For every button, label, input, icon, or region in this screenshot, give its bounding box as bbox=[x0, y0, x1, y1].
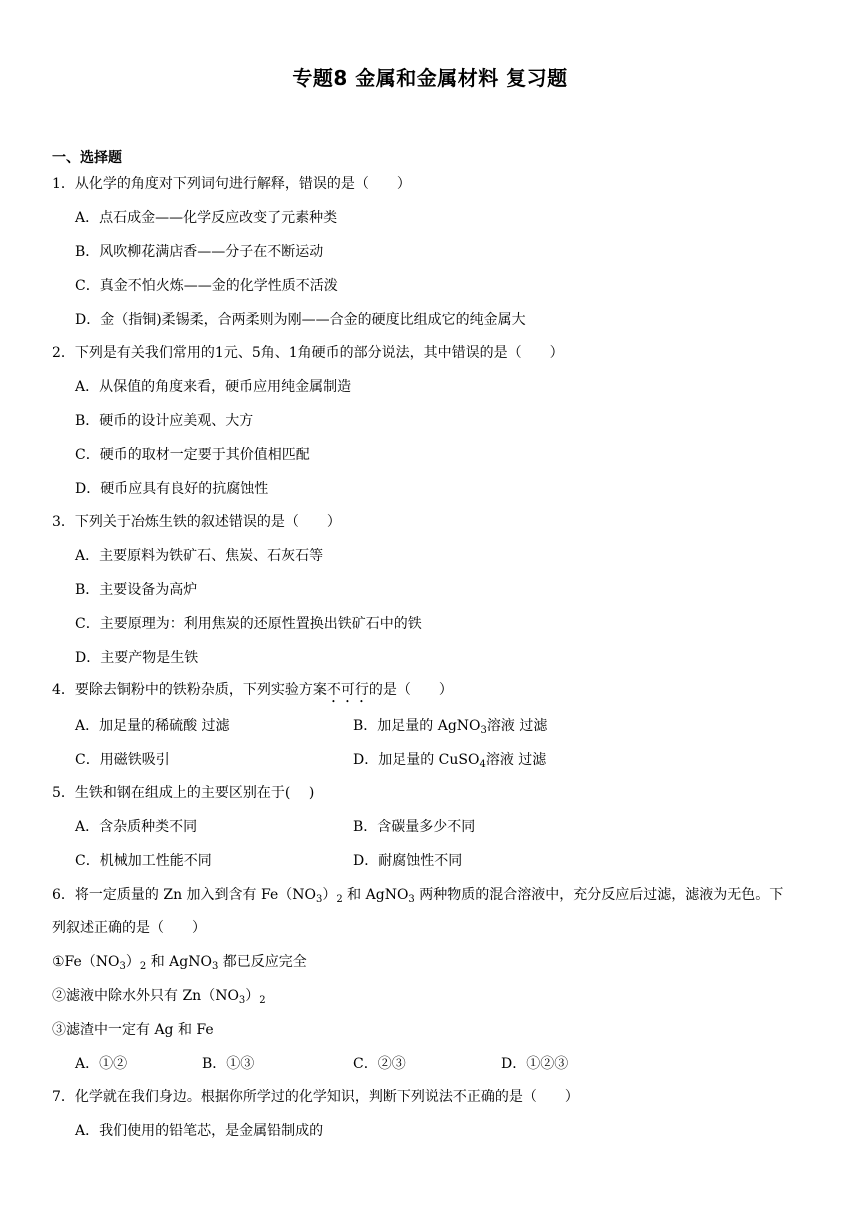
statement-part: 和 AgNO bbox=[146, 954, 212, 970]
statement-part: ②滤液中除水外只有 Zn（NO bbox=[52, 988, 239, 1004]
question-3-option-d: D．主要产物是生铁 bbox=[75, 650, 199, 666]
question-4-stem-pre: 4．要除去铜粉中的铁粉杂质，下列实验方案 bbox=[52, 682, 327, 698]
question-1-option-c: C．真金不怕火炼——金的化学性质不活泼 bbox=[75, 278, 338, 294]
question-5-option-b: B．含碳量多少不同 bbox=[353, 819, 476, 835]
question-2-option-c: C．硬币的取材一定要于其价值相匹配 bbox=[75, 447, 310, 463]
subscript: 3 bbox=[315, 894, 323, 905]
subscript: 2 bbox=[259, 995, 266, 1006]
question-4-stem-post: 的是（ ） bbox=[368, 682, 453, 698]
statement-part: ） bbox=[245, 988, 260, 1004]
statement-part: ①Fe（NO bbox=[52, 954, 120, 970]
question-4-option-b bbox=[353, 716, 547, 736]
subscript: 3 bbox=[119, 961, 126, 972]
question-6-stem-part: ） bbox=[322, 887, 337, 903]
question-4-option-d-text: D．加足量的 CuSO bbox=[353, 752, 480, 768]
question-7-stem: 7．化学就在我们身边。根据你所学过的化学知识，判断下列说法不正确的是（ ） bbox=[52, 1089, 579, 1105]
subscript: 3 bbox=[480, 725, 487, 736]
subscript: 3 bbox=[211, 961, 219, 972]
question-6-stem-line2: 列叙述正确的是（ ） bbox=[52, 920, 206, 936]
question-6-stem-part: 两种物质的混合溶液中，充分反应后过滤，滤液为无色。下 bbox=[414, 887, 784, 903]
question-2-option-a: A．从保值的角度来看，硬币应用纯金属制造 bbox=[75, 379, 352, 395]
question-4-option-b-tail: 溶液 过滤 bbox=[486, 718, 548, 734]
question-5-option-c: C．机械加工性能不同 bbox=[75, 853, 212, 869]
section-heading: 一、选择题 bbox=[52, 150, 122, 166]
question-6-stem bbox=[52, 885, 783, 905]
question-2-option-d: D．硬币应具有良好的抗腐蚀性 bbox=[75, 481, 269, 497]
question-3-stem: 3．下列关于冶炼生铁的叙述错误的是（ ） bbox=[52, 514, 341, 530]
question-3-option-c: C．主要原理为：利用焦炭的还原性置换出铁矿石中的铁 bbox=[75, 616, 422, 632]
subscript: 3 bbox=[238, 995, 246, 1006]
question-4-option-d bbox=[353, 750, 546, 770]
subscript: 4 bbox=[479, 759, 486, 770]
page-title: 专题8 金属和金属材料 复习题 bbox=[292, 66, 568, 90]
question-1-option-b: B．风吹柳花满店香——分子在不断运动 bbox=[75, 244, 324, 260]
question-1-option-a: A．点石成金——化学反应改变了元素种类 bbox=[75, 210, 338, 226]
question-5-option-a: A．含杂质种类不同 bbox=[75, 819, 198, 835]
question-4-option-b-text: B．加足量的 AgNO bbox=[353, 718, 481, 734]
question-6-stem-part: 和 AgNO bbox=[342, 887, 409, 903]
question-4-option-d-tail: 溶液 过滤 bbox=[485, 752, 547, 768]
question-6-statement-2 bbox=[52, 986, 266, 1006]
question-4-option-a: A．加足量的稀硫酸 过滤 bbox=[75, 718, 230, 734]
question-1-stem: 1．从化学的角度对下列词句进行解释，错误的是（ ） bbox=[52, 176, 411, 192]
question-6-statement-3: ③滤渣中一定有 Ag 和 Fe bbox=[52, 1022, 214, 1038]
question-6-option-a: A．①② bbox=[75, 1056, 128, 1072]
statement-part: ） bbox=[125, 954, 140, 970]
question-2-option-b: B．硬币的设计应美观、大方 bbox=[75, 413, 254, 429]
question-6-statement-1 bbox=[52, 952, 307, 972]
question-5-stem: 5．生铁和钢在组成上的主要区别在于( ) bbox=[52, 785, 315, 801]
statement-part: 都已反应完全 bbox=[218, 954, 307, 970]
question-1-option-d: D．金（指铜)柔锡柔，合两柔则为刚——合金的硬度比组成它的纯金属大 bbox=[75, 312, 526, 328]
question-4-option-c: C．用磁铁吸引 bbox=[75, 752, 170, 768]
question-3-option-b: B．主要设备为高炉 bbox=[75, 582, 198, 598]
question-6-option-d: D．①②③ bbox=[501, 1056, 569, 1072]
subscript: 2 bbox=[139, 961, 147, 972]
question-6-option-c: C．②③ bbox=[353, 1056, 406, 1072]
question-5-option-d: D．耐腐蚀性不同 bbox=[353, 853, 463, 869]
question-4-stem-emphasis: 不可行 bbox=[326, 682, 369, 698]
question-3-option-a: A．主要原料为铁矿石、焦炭、石灰石等 bbox=[75, 548, 324, 564]
subscript: 2 bbox=[336, 894, 343, 905]
subscript: 3 bbox=[408, 894, 415, 905]
question-4-stem bbox=[52, 680, 453, 706]
question-2-stem: 2．下列是有关我们常用的1元、5角、1角硬币的部分说法，其中错误的是（ ） bbox=[52, 345, 564, 361]
question-6-option-b: B．①③ bbox=[202, 1056, 255, 1072]
question-7-option-a: A．我们使用的铅笔芯，是金属铅制成的 bbox=[75, 1123, 324, 1139]
question-6-stem-part: 6．将一定质量的 Zn 加入到含有 Fe（NO bbox=[52, 887, 316, 903]
